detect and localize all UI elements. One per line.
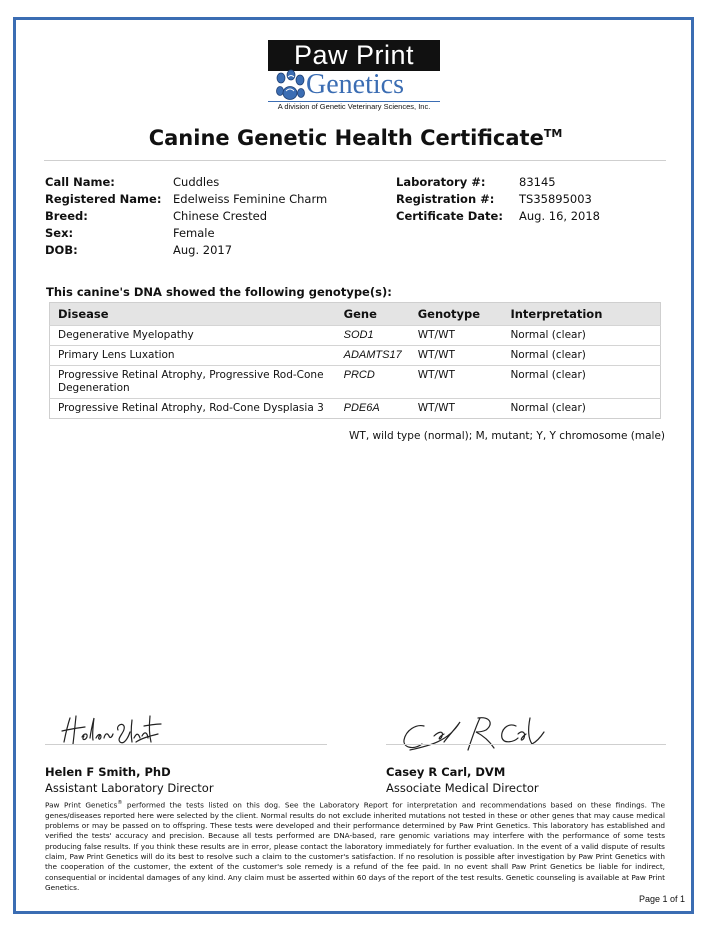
genotype-table bbox=[49, 302, 661, 419]
table-row: Degenerative Myelopathy SOD1 WT/WT Normal (clear) bbox=[50, 326, 661, 346]
company-logo bbox=[268, 40, 440, 114]
registration-number: TS35895003 bbox=[519, 192, 592, 206]
trademark-mark: TM bbox=[543, 127, 563, 140]
signer-name: Helen F Smith, PhD bbox=[45, 765, 171, 779]
info-right-labels: Laboratory #: Registration #: Certificate Date: bbox=[396, 175, 503, 223]
info-left-labels: Call Name: Registered Name: Breed: Sex: DOB: bbox=[45, 175, 162, 257]
col-header-gene: Gene bbox=[336, 303, 410, 326]
divider bbox=[44, 160, 666, 161]
info-left-values bbox=[173, 174, 327, 259]
table-header-row bbox=[50, 303, 661, 326]
dob: Aug. 2017 bbox=[173, 243, 233, 257]
signer-title: Assistant Laboratory Director bbox=[45, 781, 214, 795]
signature-casey-carl bbox=[398, 712, 548, 754]
table-row: Progressive Retinal Atrophy, Progressive Rod-Cone Degeneration PRCD WT/WT Normal (clear) bbox=[50, 366, 661, 399]
logo-line1: Paw Print bbox=[268, 40, 440, 71]
table-row: Progressive Retinal Atrophy, Rod-Cone Dysplasia 3 PDE6A WT/WT Normal (clear) bbox=[50, 399, 661, 419]
col-header-interpretation: Interpretation bbox=[502, 303, 660, 326]
signature-line-left bbox=[45, 744, 327, 745]
legal-disclaimer: Paw Print Genetics® performed the tests listed on this dog. See the Laboratory Report for interpretation and recommendations based on these findings. The genes/diseases reported here were selected by the client. Normal results do not exclude inherited mutations not tested in these or other genes that may cause medical problems or may be passed on to offspring. These tests were developed and their performance determined by Paw Print Genetics. This laboratory has established and verified the tests' accuracy and precision. Because all tests performed are DNA-based, rare genomic variations may interfere with the performance of some tests producing false results. If you think these results are in error, please contact the laboratory immediately for further evaluation. In the event of a valid dispute of results claim, Paw Print Genetics will do its best to resolve such a claim to the customer's satisfaction. If no resolution is possible after investigation by Paw Print Genetics with the cooperation of the customer, the extent of the customer's sole remedy is a refund of the fee paid. In no event shall Paw Print Genetics be liable for indirect, consequential or incidental damages of any kind. Any claim must be asserted within 60 days of the report of the test results. Genetic counseling is available at Paw Print Genetics. bbox=[45, 800, 665, 892]
certificate-date: Aug. 16, 2018 bbox=[519, 209, 600, 223]
section-heading: This canine's DNA showed the following genotype(s): bbox=[46, 285, 392, 299]
signer-left bbox=[45, 764, 214, 796]
laboratory-number: 83145 bbox=[519, 175, 556, 189]
col-header-genotype: Genotype bbox=[410, 303, 503, 326]
page-title: Canine Genetic Health Certificate™ bbox=[148, 126, 563, 150]
sex: Female bbox=[173, 226, 215, 240]
breed: Chinese Crested bbox=[173, 209, 268, 223]
paw-print-icon bbox=[272, 69, 308, 103]
genotype-legend: WT, wild type (normal); M, mutant; Y, Y chromosome (male) bbox=[349, 430, 665, 442]
logo-subtitle: A division of Genetic Veterinary Sciences, Inc. bbox=[277, 102, 431, 111]
table-row: Primary Lens Luxation ADAMTS17 WT/WT Normal (clear) bbox=[50, 346, 661, 366]
logo-line2: Genetics bbox=[306, 69, 404, 100]
signer-name: Casey R Carl, DVM bbox=[386, 765, 506, 779]
info-right-values bbox=[519, 174, 600, 225]
signature-line-right bbox=[386, 744, 666, 745]
col-header-disease: Disease bbox=[50, 303, 336, 326]
signer-title: Associate Medical Director bbox=[386, 781, 539, 795]
registered-name: Edelweiss Feminine Charm bbox=[173, 192, 328, 206]
call-name: Cuddles bbox=[173, 175, 220, 189]
page-number: Page 1 of 1 bbox=[638, 894, 685, 904]
signer-right bbox=[386, 764, 539, 796]
